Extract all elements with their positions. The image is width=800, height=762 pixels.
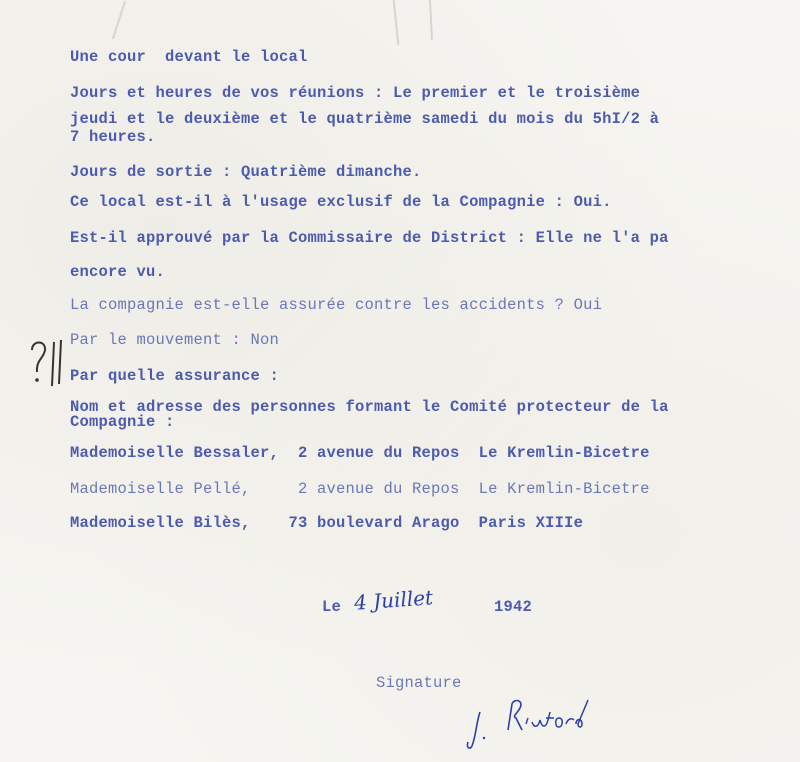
text-line-committee-cont: Compagnie :	[70, 413, 175, 431]
text-line-movement: Par le mouvement : Non	[70, 331, 280, 349]
margin-mark-icon	[28, 338, 68, 390]
paper-scratch	[429, 0, 433, 40]
date-year: 1942	[494, 598, 533, 616]
paper-scratch	[393, 0, 400, 45]
text-line-meetings: Jours et heures de vos réunions : Le premier et le troisième	[70, 84, 641, 102]
date-prefix: Le	[322, 598, 342, 616]
date-handwritten: 4 Juillet	[353, 585, 434, 615]
text-line-member-3: Mademoiselle Bilès, 73 boulevard Arago Paris XIIIe	[70, 514, 584, 532]
margin-question-mark	[28, 338, 68, 390]
text-line-committee: Nom et adresse des personnes formant le Comité protecteur de la	[70, 398, 669, 416]
text-line-approval: Est-il approuvé par la Commissaire de District : Elle ne l'a pa	[70, 229, 669, 247]
text-line-outings: Jours de sortie : Quatrième dimanche.	[70, 163, 422, 181]
signature-label: Signature	[376, 674, 462, 692]
text-line-member-1: Mademoiselle Bessaler, 2 avenue du Repos Le Kremlin-Bicetre	[70, 444, 650, 462]
text-line-insurance: La compagnie est-elle assurée contre les accidents ? Oui	[70, 296, 603, 314]
text-line-meetings-hours: 7 heures.	[70, 128, 156, 146]
text-line-exclusive-use: Ce local est-il à l'usage exclusif de la Compagnie : Oui.	[70, 193, 612, 211]
text-line-which-insurance: Par quelle assurance :	[70, 367, 280, 385]
signature-handwritten	[462, 694, 602, 754]
text-line-member-2: Mademoiselle Pellé, 2 avenue du Repos Le Kremlin-Bicetre	[70, 480, 650, 498]
text-line-meetings-days: jeudi et le deuxième et le quatrième samedi du mois du 5hI/2 à	[70, 110, 660, 128]
text-line-approval-cont: encore vu.	[70, 263, 166, 281]
text-line-local: Une cour devant le local	[70, 48, 308, 66]
paper-scratch	[112, 1, 126, 40]
signature-drawing	[462, 694, 602, 754]
